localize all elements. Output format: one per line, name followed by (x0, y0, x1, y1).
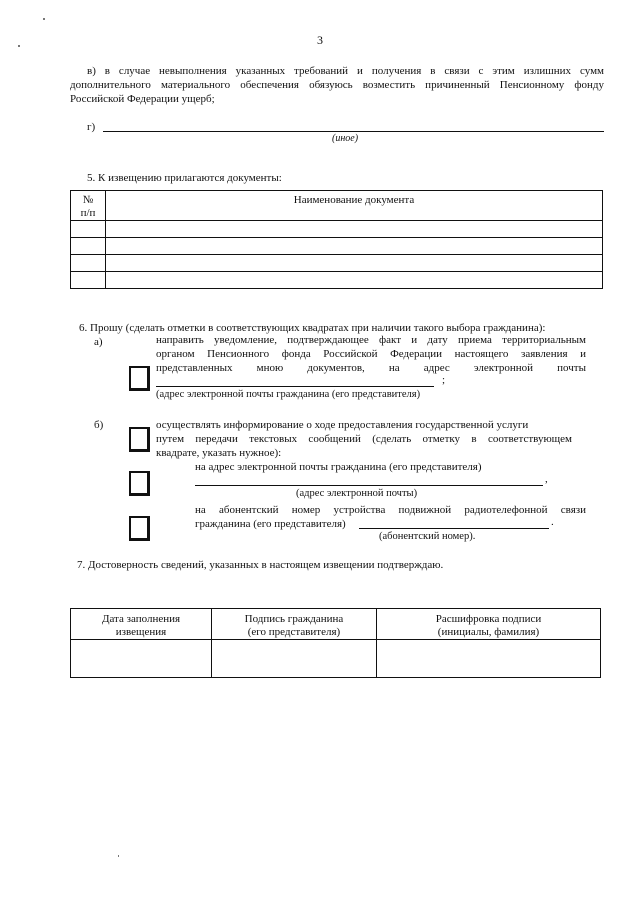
option-b-line2: путем передачи текстовых сообщений (сделать отметку в соответствующем (156, 433, 572, 445)
item-v-line2: дополнительного материального обеспечения обязуюсь возместить причиненный Пенсионному фонду (70, 79, 604, 91)
option-a-email-line[interactable] (156, 386, 434, 387)
signature-header-row (71, 609, 601, 640)
option-a-semicolon: ; (442, 374, 446, 386)
scan-speck (118, 855, 119, 857)
option-b-phone-checkbox[interactable] (129, 516, 150, 541)
option-b-email-comma: , (545, 473, 548, 485)
col-signature-header (212, 609, 377, 640)
row-name-cell[interactable] (106, 238, 603, 255)
table-row (71, 221, 603, 238)
option-b-phone-caption: (абонентский номер). (379, 531, 476, 542)
row-num-cell[interactable] (71, 272, 106, 289)
option-a-label: а) (94, 336, 103, 348)
option-b-checkbox[interactable] (129, 427, 150, 452)
col-num-header (71, 191, 106, 221)
item-g-input-line[interactable] (103, 131, 604, 132)
row-num-cell[interactable] (71, 238, 106, 255)
option-b-phone-line2: гражданина (его представителя) (195, 518, 346, 530)
table-row (71, 272, 603, 289)
option-b-email-line[interactable] (195, 485, 543, 486)
table-header-row (71, 191, 603, 221)
decode-cell[interactable] (377, 640, 601, 678)
item-g-caption: (иное) (332, 133, 359, 144)
col-decode-header (377, 609, 601, 640)
option-b-email-text: на адрес электронной почты гражданина (его представителя) (195, 461, 482, 473)
col-decode-line1: Расшифровка подписи (435, 613, 542, 625)
section7-text: 7. Достоверность сведений, указанных в настоящем извещении подтверждаю. (77, 559, 444, 571)
signature-input-row (71, 640, 601, 678)
option-a-line2: органом Пенсионного фонда Российской Федерации настоящего заявления и (156, 348, 586, 360)
row-name-cell[interactable] (106, 221, 603, 238)
option-a-line1: направить уведомление, подтверждающее факт и дату приема территориальным (156, 334, 586, 346)
section6-heading: 6. Прошу (сделать отметки в соответствующих квадратах при наличии такого выбора гражданина): (79, 322, 546, 334)
option-b-phone-line[interactable] (359, 528, 549, 529)
row-name-cell[interactable] (106, 255, 603, 272)
option-b-phone-dot: . (551, 516, 554, 528)
date-cell[interactable] (71, 640, 212, 678)
option-b-phone-line1: на абонентский номер устройства подвижной радиотелефонной связи (195, 504, 586, 516)
col-date-line2: извещения (115, 625, 167, 638)
option-b-email-checkbox[interactable] (129, 471, 150, 496)
signature-cell[interactable] (212, 640, 377, 678)
section5-heading: 5. К извещению прилагаются документы: (87, 172, 282, 184)
row-name-cell[interactable] (106, 272, 603, 289)
option-a-line3: представленных мною документов, на адрес электронной почты (156, 362, 586, 374)
option-b-line3: квадрате, указать нужное): (156, 447, 282, 459)
col-signature-line2: (его представителя) (247, 625, 341, 638)
row-num-cell[interactable] (71, 255, 106, 272)
item-g-label: г) (87, 121, 96, 133)
option-b-line1: осуществлять информирование о ходе предоставления государственной услуги (156, 419, 529, 431)
col-num-line2: п/п (80, 206, 96, 219)
table-row (71, 238, 603, 255)
option-b-label: б) (94, 419, 104, 431)
option-a-caption: (адрес электронной почты гражданина (его представителя) (156, 389, 421, 400)
signature-table (70, 608, 601, 678)
col-decode-line2: (инициалы, фамилия) (437, 625, 540, 638)
col-signature-line1: Подпись гражданина (244, 613, 344, 625)
row-num-cell[interactable] (71, 221, 106, 238)
table-row (71, 255, 603, 272)
page-number: 3 (317, 33, 323, 47)
col-date-line1: Дата заполнения (101, 613, 181, 625)
col-name-header: Наименование документа (106, 191, 603, 221)
scan-speck (43, 18, 45, 20)
item-v-line1: в) в случае невыполнения указанных требований и получения в связи с этим излишних сумм (87, 65, 604, 77)
option-a-checkbox[interactable] (129, 366, 150, 391)
col-date-header (71, 609, 212, 640)
item-v-line3: Российской Федерации ущерб; (70, 93, 215, 105)
documents-table (70, 190, 603, 289)
col-num-line1: № (82, 194, 94, 206)
option-b-email-caption: (адрес электронной почты) (296, 488, 418, 499)
